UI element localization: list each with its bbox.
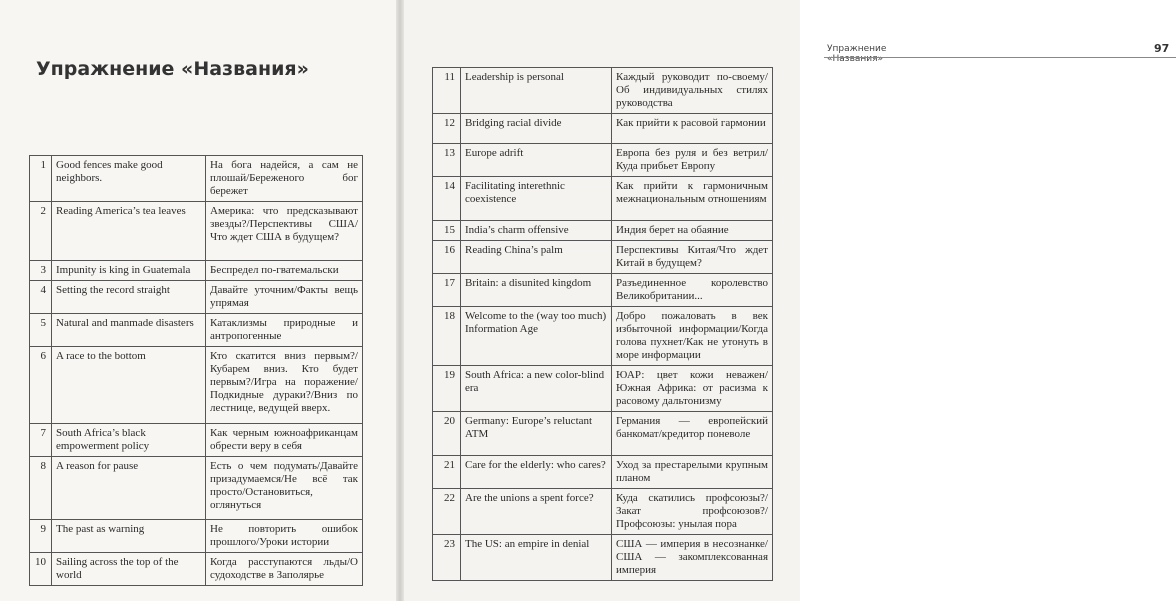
russian-translation: Америка: что предсказывают звезды?/Перспективы США/Что ждет США в будущем? — [206, 202, 363, 261]
english-headline: Leadership is personal — [461, 68, 612, 114]
row-number: 10 — [30, 553, 52, 586]
english-headline: The past as warning — [52, 520, 206, 553]
english-headline: Reading America’s tea leaves — [52, 202, 206, 261]
row-number: 3 — [30, 261, 52, 281]
table-row — [433, 535, 773, 581]
english-headline: Natural and manmade disasters — [52, 314, 206, 347]
russian-translation: На бога надейся, а сам не плошай/Береженого бог бережет — [206, 156, 363, 202]
row-number: 1 — [30, 156, 52, 202]
table-row — [30, 281, 363, 314]
english-headline: Britain: a disunited kingdom — [461, 274, 612, 307]
table-row — [433, 68, 773, 114]
row-number: 7 — [30, 424, 52, 457]
table-row — [30, 314, 363, 347]
book-gutter — [396, 0, 404, 601]
table-row — [30, 156, 363, 202]
running-head: Упражнение «Названия» — [827, 44, 887, 64]
english-headline: Facilitating interethnic coexistence — [461, 177, 612, 221]
english-headline: Welcome to the (way too much) Information Age — [461, 307, 612, 366]
table-row — [30, 520, 363, 553]
row-number: 16 — [433, 241, 461, 274]
english-headline: South Africa: a new color-blind era — [461, 366, 612, 412]
table-row — [433, 144, 773, 177]
row-number: 8 — [30, 457, 52, 520]
english-headline: Bridging racial divide — [461, 114, 612, 144]
table-row — [433, 114, 773, 144]
row-number: 18 — [433, 307, 461, 366]
row-number: 14 — [433, 177, 461, 221]
russian-translation: Германия — европейский банкомат/кредитор поневоле — [612, 412, 773, 456]
english-headline: Germany: Europe’s reluctant ATM — [461, 412, 612, 456]
table-row — [30, 261, 363, 281]
page-title: Упражнение «Названия» — [36, 58, 309, 80]
english-headline: A race to the bottom — [52, 347, 206, 424]
table-row — [30, 202, 363, 261]
table-row — [433, 177, 773, 221]
row-number: 5 — [30, 314, 52, 347]
row-number: 22 — [433, 489, 461, 535]
headlines-table-left — [29, 155, 363, 586]
row-number: 15 — [433, 221, 461, 241]
english-headline: India’s charm offensive — [461, 221, 612, 241]
table-row — [433, 412, 773, 456]
russian-translation: Перспективы Китая/Что ждет Китай в будущем? — [612, 241, 773, 274]
row-number: 4 — [30, 281, 52, 314]
russian-translation: ЮАР: цвет кожи неважен/Южная Африка: от расизма к расовому дальтонизму — [612, 366, 773, 412]
table-row — [30, 347, 363, 424]
row-number: 23 — [433, 535, 461, 581]
table-row — [30, 553, 363, 586]
table-row — [433, 456, 773, 489]
russian-translation: Как прийти к расовой гармонии — [612, 114, 773, 144]
row-number: 21 — [433, 456, 461, 489]
russian-translation: Не повторить ошибок прошлого/Уроки истории — [206, 520, 363, 553]
english-headline: Sailing across the top of the world — [52, 553, 206, 586]
russian-translation: Катаклизмы природные и антропогенные — [206, 314, 363, 347]
russian-translation: Давайте уточним/Факты вещь упрямая — [206, 281, 363, 314]
table-row — [433, 241, 773, 274]
row-number: 19 — [433, 366, 461, 412]
english-headline: A reason for pause — [52, 457, 206, 520]
russian-translation: Куда скатились профсоюзы?/Закат профсоюзов?/Профсоюзы: унылая пора — [612, 489, 773, 535]
header-rule — [824, 57, 1176, 58]
english-headline: South Africa’s black empowerment policy — [52, 424, 206, 457]
english-headline: Care for the elderly: who cares? — [461, 456, 612, 489]
russian-translation: Есть о чем подумать/Давайте призадумаемся/Не всё так просто/Остановиться, оглянуться — [206, 457, 363, 520]
russian-translation: Беспредел по-гватемальски — [206, 261, 363, 281]
russian-translation: Как прийти к гармоничным межнациональным отношениям — [612, 177, 773, 221]
russian-translation: Кто скатится вниз первым?/Кубарем вниз. Кто будет первым?/Игра на поражение/Подкидные дураки?/Вниз по лестнице, ведущей вверх. — [206, 347, 363, 424]
table-row — [433, 274, 773, 307]
page-number: 97 — [1154, 42, 1170, 55]
russian-translation: Уход за престарелыми крупным планом — [612, 456, 773, 489]
russian-translation: Добро пожаловать в век избыточной информации/Когда голова пухнет/Как не утонуть в море информации — [612, 307, 773, 366]
table-row — [433, 307, 773, 366]
row-number: 11 — [433, 68, 461, 114]
table-row — [30, 457, 363, 520]
russian-translation: Когда расступаются льды/О судоходстве в Заполярье — [206, 553, 363, 586]
table-row — [30, 424, 363, 457]
english-headline: Europe adrift — [461, 144, 612, 177]
english-headline: Are the unions a spent force? — [461, 489, 612, 535]
headlines-table-right — [432, 67, 773, 581]
english-headline: Setting the record straight — [52, 281, 206, 314]
row-number: 2 — [30, 202, 52, 261]
english-headline: The US: an empire in denial — [461, 535, 612, 581]
russian-translation: Как черным южноафриканцам обрести веру в себя — [206, 424, 363, 457]
russian-translation: США — империя в несознанке/США — закомплексованная империя — [612, 535, 773, 581]
english-headline: Good fences make good neighbors. — [52, 156, 206, 202]
english-headline: Impunity is king in Guatemala — [52, 261, 206, 281]
russian-translation: Индия берет на обаяние — [612, 221, 773, 241]
row-number: 12 — [433, 114, 461, 144]
row-number: 20 — [433, 412, 461, 456]
row-number: 13 — [433, 144, 461, 177]
english-headline: Reading China’s palm — [461, 241, 612, 274]
table-row — [433, 221, 773, 241]
row-number: 17 — [433, 274, 461, 307]
russian-translation: Разъединенное королевство Великобритании... — [612, 274, 773, 307]
table-row — [433, 366, 773, 412]
russian-translation: Европа без руля и без ветрил/Куда прибьет Европу — [612, 144, 773, 177]
table-row — [433, 489, 773, 535]
row-number: 6 — [30, 347, 52, 424]
russian-translation: Каждый руководит по-своему/Об индивидуальных стилях руководства — [612, 68, 773, 114]
row-number: 9 — [30, 520, 52, 553]
